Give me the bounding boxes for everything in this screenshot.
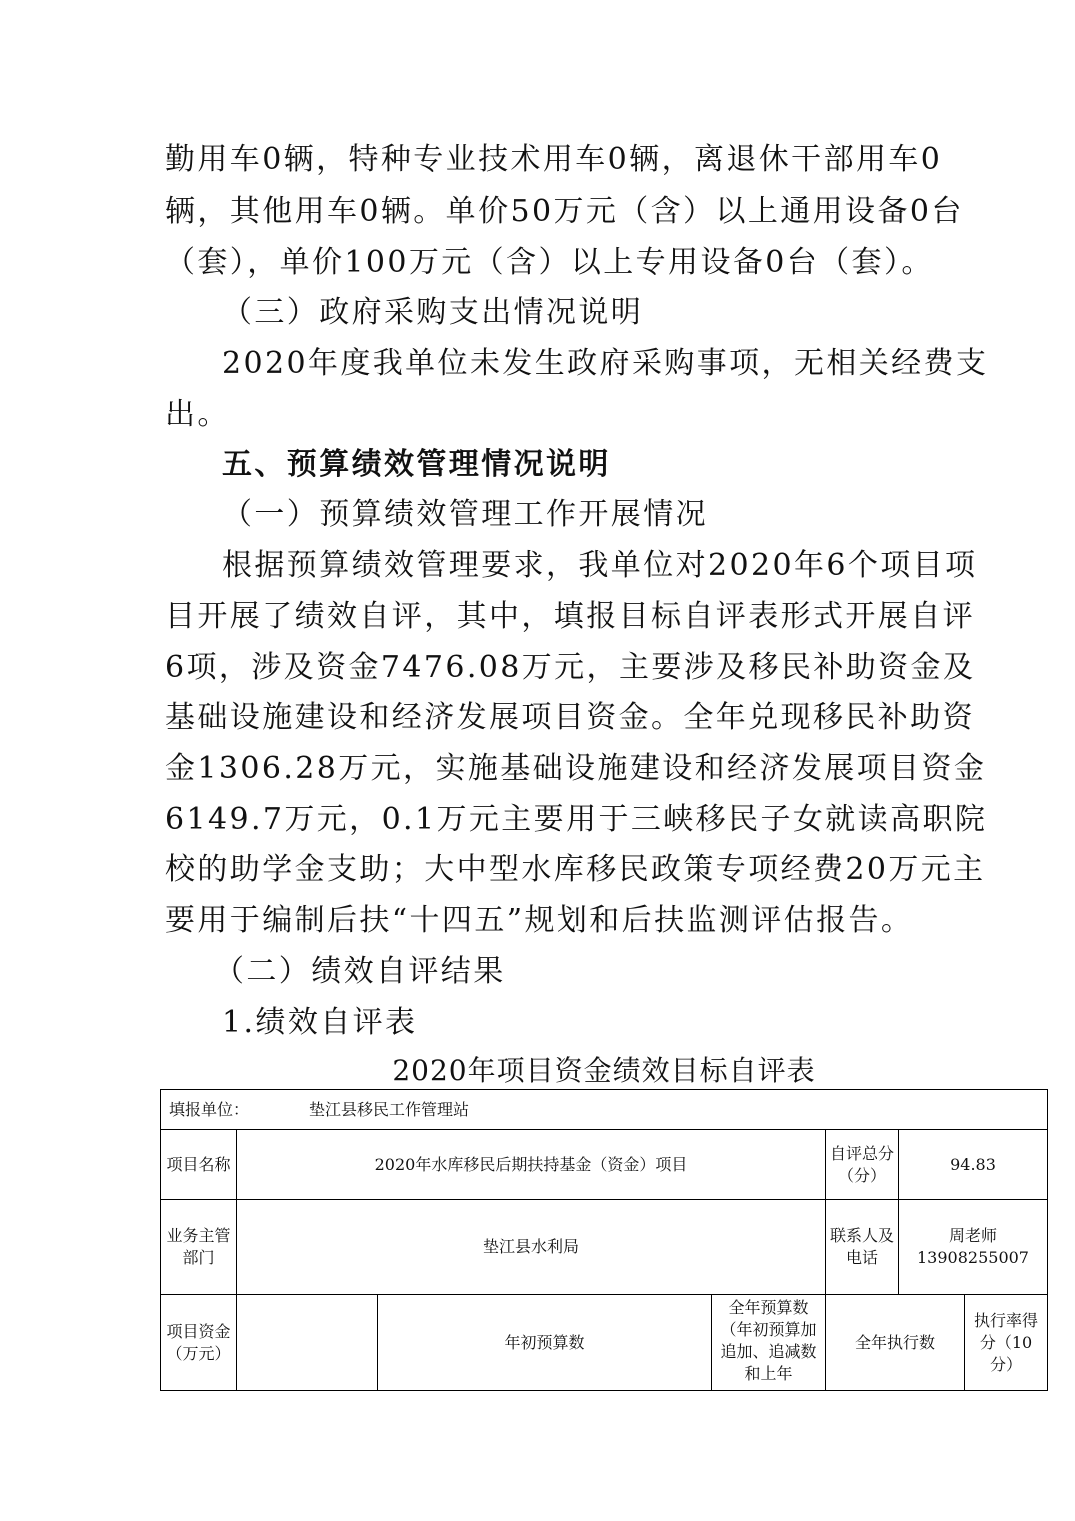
- full-year-executed-header: 全年执行数: [825, 1294, 965, 1391]
- paragraph-line: （套），单价100万元（含）以上专用设备0台（套）。: [165, 245, 934, 280]
- execution-rate-score-header: 执行率得分（10分）: [964, 1294, 1048, 1391]
- paragraph-line: 根据预算绩效管理要求，我单位对2020年6个项目项: [222, 548, 978, 583]
- project-name-value: 2020年水库移民后期扶持基金（资金）项目: [236, 1129, 826, 1200]
- subsection-heading-work: （一）预算绩效管理工作开展情况: [222, 497, 708, 532]
- department-value: 垫江县水利局: [236, 1199, 826, 1295]
- paragraph-line: 目开展了绩效自评，其中，填报目标自评表形式开展自评: [165, 599, 975, 634]
- paragraph-line: 6项，涉及资金7476.08万元，主要涉及移民补助资金及: [165, 650, 976, 685]
- initial-budget-header: 年初预算数: [377, 1294, 712, 1391]
- item-heading-self-evaluation: 1.绩效自评表: [222, 1005, 418, 1040]
- paragraph-line: 辆，其他用车0辆。单价50万元（含）以上通用设备0台: [165, 194, 964, 229]
- project-funds-label: 项目资金（万元）: [160, 1294, 237, 1391]
- self-evaluation-table: [160, 1089, 1048, 1391]
- subsection-heading-purchase: （三）政府采购支出情况说明: [222, 295, 644, 330]
- paragraph-line: 2020年度我单位未发生政府采购事项，无相关经费支: [222, 346, 989, 381]
- paragraph-line: 6149.7万元，0.1万元主要用于三峡移民子女就读高职院: [165, 802, 988, 837]
- contact-name: 周老师: [948, 1226, 997, 1245]
- paragraph-line: 出。: [165, 397, 230, 432]
- paragraph-line: 要用于编制后扶“十四五”规划和后扶监测评估报告。: [165, 903, 914, 938]
- self-score-value: 94.83: [898, 1129, 1048, 1200]
- reporting-unit-row: [160, 1089, 1048, 1130]
- paragraph-line: 校的助学金支助；大中型水库移民政策专项经费20万元主: [165, 852, 986, 887]
- reporting-unit-label: 填报单位：: [169, 1099, 250, 1119]
- section-heading-budget-performance: 五、预算绩效管理情况说明: [222, 447, 611, 482]
- project-funds-blank-cell: [236, 1294, 378, 1391]
- contact-phone: 13908255007: [917, 1248, 1029, 1267]
- paragraph-line: 勤用车0辆，特种专业技术用车0辆，离退休干部用车0: [165, 142, 943, 177]
- project-name-label: 项目名称: [160, 1129, 237, 1200]
- table-title: 2020年项目资金绩效目标自评表: [392, 1054, 816, 1087]
- paragraph-line: 基础设施建设和经济发展项目资金。全年兑现移民补助资: [165, 700, 975, 735]
- self-score-label: 自评总分（分）: [825, 1129, 899, 1200]
- contact-value: [898, 1199, 1048, 1295]
- contact-label: 联系人及电话: [825, 1199, 899, 1295]
- subsection-heading-results: （二）绩效自评结果: [214, 954, 506, 989]
- department-label: 业务主管部门: [160, 1199, 237, 1295]
- full-year-budget-header: 全年预算数（年初预算加追加、追减数和上年: [711, 1294, 826, 1391]
- reporting-unit-value: 垫江县移民工作管理站: [309, 1099, 470, 1119]
- paragraph-line: 金1306.28万元，实施基础设施建设和经济发展项目资金: [165, 751, 987, 786]
